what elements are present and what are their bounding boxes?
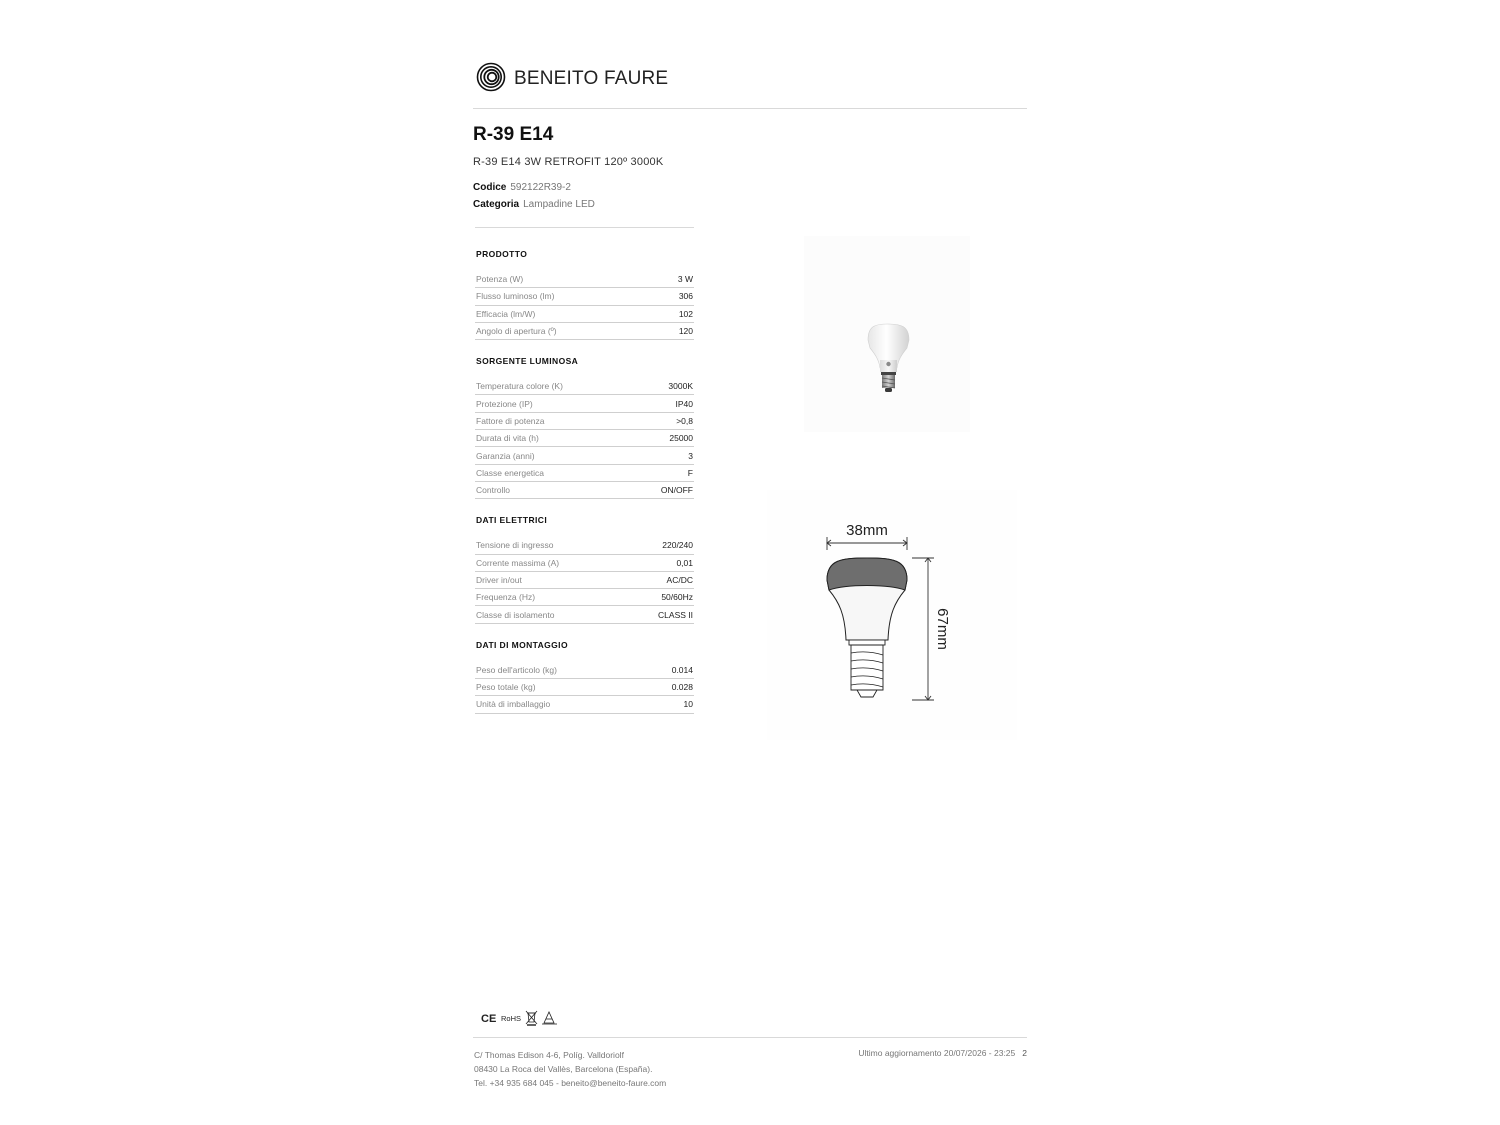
spec-value: 220/240 — [662, 540, 693, 551]
spec-value: 0.028 — [671, 682, 693, 693]
product-category-value: Lampadine LED — [523, 199, 595, 210]
spec-label: Durata di vita (h) — [476, 433, 539, 444]
spec-row — [475, 323, 694, 340]
spec-row — [475, 430, 694, 447]
spec-row — [475, 589, 694, 606]
product-subtitle: R-39 E14 3W RETROFIT 120º 3000K — [473, 156, 664, 168]
spec-row — [475, 447, 694, 464]
spec-label: Unità di imballaggio — [476, 699, 551, 710]
spec-row — [475, 679, 694, 696]
last-updated: Ultimo aggiornamento 20/07/2026 - 23:25 — [858, 1048, 1016, 1058]
spec-value: 10 — [683, 699, 693, 710]
spec-label: Peso totale (kg) — [476, 682, 536, 693]
spec-sheet-page — [473, 0, 1027, 1125]
address-line: 08430 La Roca del Vallès, Barcelona (España). — [474, 1064, 653, 1074]
spec-label: Flusso luminoso (lm) — [476, 291, 555, 302]
product-code — [473, 182, 571, 193]
footer-address — [474, 1048, 666, 1090]
spec-label: Tensione di ingresso — [476, 540, 554, 551]
spec-value: 25000 — [669, 433, 693, 444]
spec-value: 0.014 — [671, 664, 693, 675]
spec-value: AC/DC — [666, 575, 693, 585]
spec-label: Driver in/out — [476, 575, 522, 585]
spec-value: IP40 — [675, 398, 693, 409]
spec-row — [475, 288, 694, 305]
spec-section-sorgente-luminosa — [475, 355, 694, 499]
spec-value: 3000K — [668, 381, 693, 392]
spec-section-dati-elettrici — [475, 514, 694, 623]
led-bulb-photo-icon — [804, 236, 970, 432]
spec-label: Corrente massima (A) — [476, 557, 560, 568]
spec-section-prodotto — [475, 248, 694, 340]
spec-row — [475, 662, 694, 679]
spec-label: Classe di isolamento — [476, 609, 555, 620]
spec-label: Controllo — [476, 485, 511, 496]
spec-value: >0,8 — [676, 415, 693, 426]
brand-logo-icon — [476, 62, 506, 92]
product-category-label: Categoria — [473, 199, 520, 210]
spec-row — [475, 572, 694, 589]
spec-row — [475, 555, 694, 572]
brand-name: BENEITO FAURE — [514, 68, 669, 89]
section-title: PRODOTTO — [476, 249, 528, 259]
spec-value: 50/60Hz — [661, 592, 693, 603]
spec-value: 0,01 — [676, 557, 693, 568]
spec-value: CLASS II — [658, 609, 693, 620]
spec-row — [475, 413, 694, 430]
spec-tables — [475, 248, 694, 729]
spec-value: 306 — [678, 291, 693, 302]
footer-updated — [858, 1048, 1027, 1058]
spec-row — [475, 271, 694, 288]
product-code-value: 592122R39-2 — [510, 182, 571, 193]
spec-label: Classe energetica — [476, 467, 545, 478]
contact-line: Tel. +34 935 684 045 - beneito@beneito-faure.com — [474, 1078, 667, 1088]
spec-label: Temperatura colore (K) — [476, 381, 563, 392]
spec-row — [475, 482, 694, 499]
spec-row — [475, 378, 694, 395]
weee-bin-icon — [526, 1011, 537, 1025]
header — [473, 62, 1027, 109]
meta-divider — [475, 227, 694, 228]
spec-label: Efficacia (lm/W) — [476, 308, 536, 319]
product-photo — [804, 236, 970, 432]
dimension-drawing — [767, 490, 1017, 740]
certification-icons — [481, 1009, 561, 1027]
spec-label: Potenza (W) — [476, 274, 524, 285]
product-code-label: Codice — [473, 182, 507, 193]
certification-marks — [481, 1009, 561, 1027]
footer-divider — [473, 1037, 1027, 1038]
spec-row — [475, 306, 694, 323]
height-dimension-label: 67mm — [934, 608, 951, 650]
width-dimension-label: 38mm — [846, 522, 888, 539]
spec-row — [475, 606, 694, 623]
product-category — [473, 199, 595, 210]
spec-row — [475, 696, 694, 713]
page-number: 2 — [1022, 1048, 1027, 1058]
spec-value: 3 — [688, 450, 693, 461]
ce-mark-icon: CE — [481, 1013, 497, 1025]
spec-section-dati-di-montaggio — [475, 639, 694, 714]
spec-label: Angolo di apertura (º) — [476, 326, 557, 337]
section-title: DATI DI MONTAGGIO — [476, 639, 568, 650]
address-line: C/ Thomas Edison 4-6, Políg. Valldoriolf — [474, 1050, 624, 1060]
spec-value: 3 W — [677, 274, 693, 285]
spec-row — [475, 537, 694, 554]
spec-label: Fattore di potenza — [476, 415, 545, 426]
spec-label: Frequenza (Hz) — [476, 592, 536, 603]
spec-value: 120 — [678, 326, 693, 337]
spec-row — [475, 395, 694, 412]
spec-label: Peso dell'articolo (kg) — [476, 664, 557, 675]
spec-value: 102 — [678, 308, 693, 319]
product-title: R-39 E14 — [473, 124, 554, 145]
bulb-dimension-diagram-icon — [767, 490, 1017, 740]
spec-label: Garanzia (anni) — [476, 450, 535, 461]
section-title: SORGENTE LUMINOSA — [476, 356, 579, 367]
spec-label: Protezione (IP) — [476, 398, 533, 409]
section-title: DATI ELETTRICI — [476, 515, 548, 526]
rohs-mark-icon: RoHS — [501, 1014, 522, 1023]
spec-value: ON/OFF — [660, 485, 693, 496]
eac-mark-icon — [542, 1012, 557, 1024]
spec-value: F — [687, 467, 693, 478]
spec-row — [475, 465, 694, 482]
